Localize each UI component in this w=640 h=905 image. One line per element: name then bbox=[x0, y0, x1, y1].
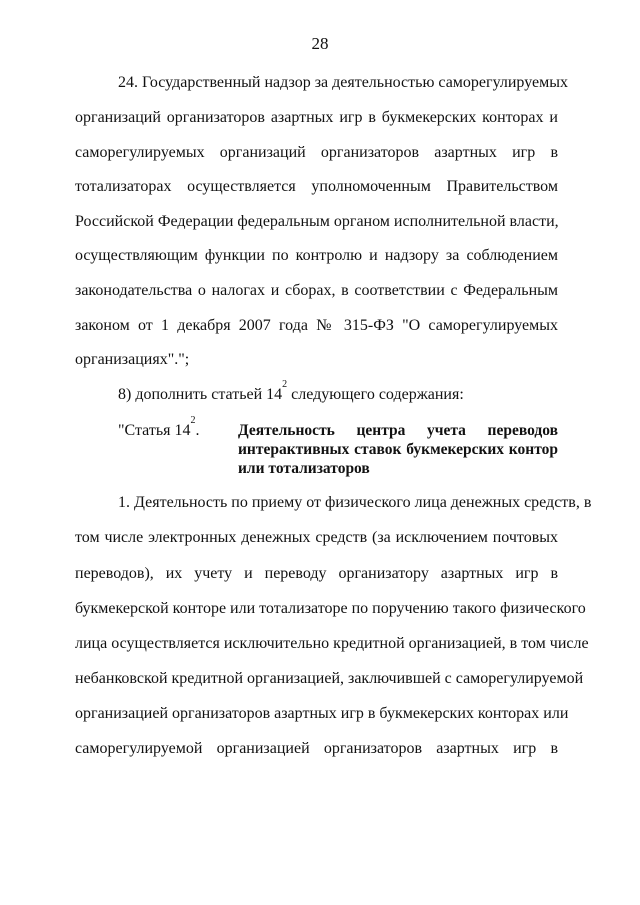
item-8-text-after: следующего содержания: bbox=[287, 386, 464, 403]
article-title-line-1: Деятельность центра учета переводов bbox=[238, 422, 558, 439]
paragraph-1-line-7: организацией организаторов азартных игр в букмекерских конторах или bbox=[75, 705, 569, 722]
paragraph-24-line-8: законом от 1 декабря 2007 года № 315-ФЗ "О саморегулируемых bbox=[75, 317, 558, 334]
article-title-line-2: интерактивных ставок букмекерских контор bbox=[238, 441, 558, 458]
article-label-superscript: 2 bbox=[190, 414, 196, 426]
article-label-prefix: "Статья 14 bbox=[118, 422, 191, 439]
article-label bbox=[118, 414, 200, 442]
article-label-suffix: . bbox=[195, 422, 200, 439]
item-8-text: 8) дополнить статьей 14 bbox=[118, 386, 283, 403]
paragraph-24-line-3: саморегулируемых организаций организаторов азартных игр в bbox=[75, 144, 558, 161]
article-title-line-3: или тотализаторов bbox=[238, 460, 370, 477]
item-8-superscript: 2 bbox=[282, 378, 288, 390]
page-number: 28 bbox=[311, 34, 329, 53]
paragraph-24-line-5: Российской Федерации федеральным органом исполнительной власти, bbox=[75, 213, 559, 230]
paragraph-24-line-4: тотализаторах осуществляется уполномоченным Правительством bbox=[75, 178, 558, 195]
paragraph-24-line-6: осуществляющим функции по контролю и надзору за соблюдением bbox=[75, 247, 558, 264]
paragraph-24-line-2: организаций организаторов азартных игр в букмекерских конторах и bbox=[75, 109, 558, 126]
paragraph-1-line-6: небанковской кредитной организацией, заключившей с саморегулируемой bbox=[75, 670, 584, 687]
paragraph-24-line-1: 24. Государственный надзор за деятельностью саморегулируемых bbox=[118, 74, 568, 91]
item-8-line bbox=[118, 378, 558, 406]
paragraph-1-line-3: переводов), их учету и переводу организатору азартных игр в bbox=[75, 565, 558, 582]
paragraph-1-line-1: 1. Деятельность по приему от физического лица денежных средств, в bbox=[118, 494, 592, 511]
paragraph-1-line-8: саморегулируемой организацией организаторов азартных игр в bbox=[75, 740, 558, 757]
paragraph-1-line-5: лица осуществляется исключительно кредитной организацией, в том числе bbox=[75, 635, 589, 652]
paragraph-1-line-4: букмекерской конторе или тотализаторе по поручению такого физического bbox=[75, 600, 586, 617]
paragraph-24-line-7: законодательства о налогах и сборах, в соответствии с Федеральным bbox=[75, 282, 558, 299]
paragraph-1-line-2: том числе электронных денежных средств (за исключением почтовых bbox=[75, 529, 558, 546]
paragraph-24-line-9: организациях"."; bbox=[75, 351, 190, 368]
